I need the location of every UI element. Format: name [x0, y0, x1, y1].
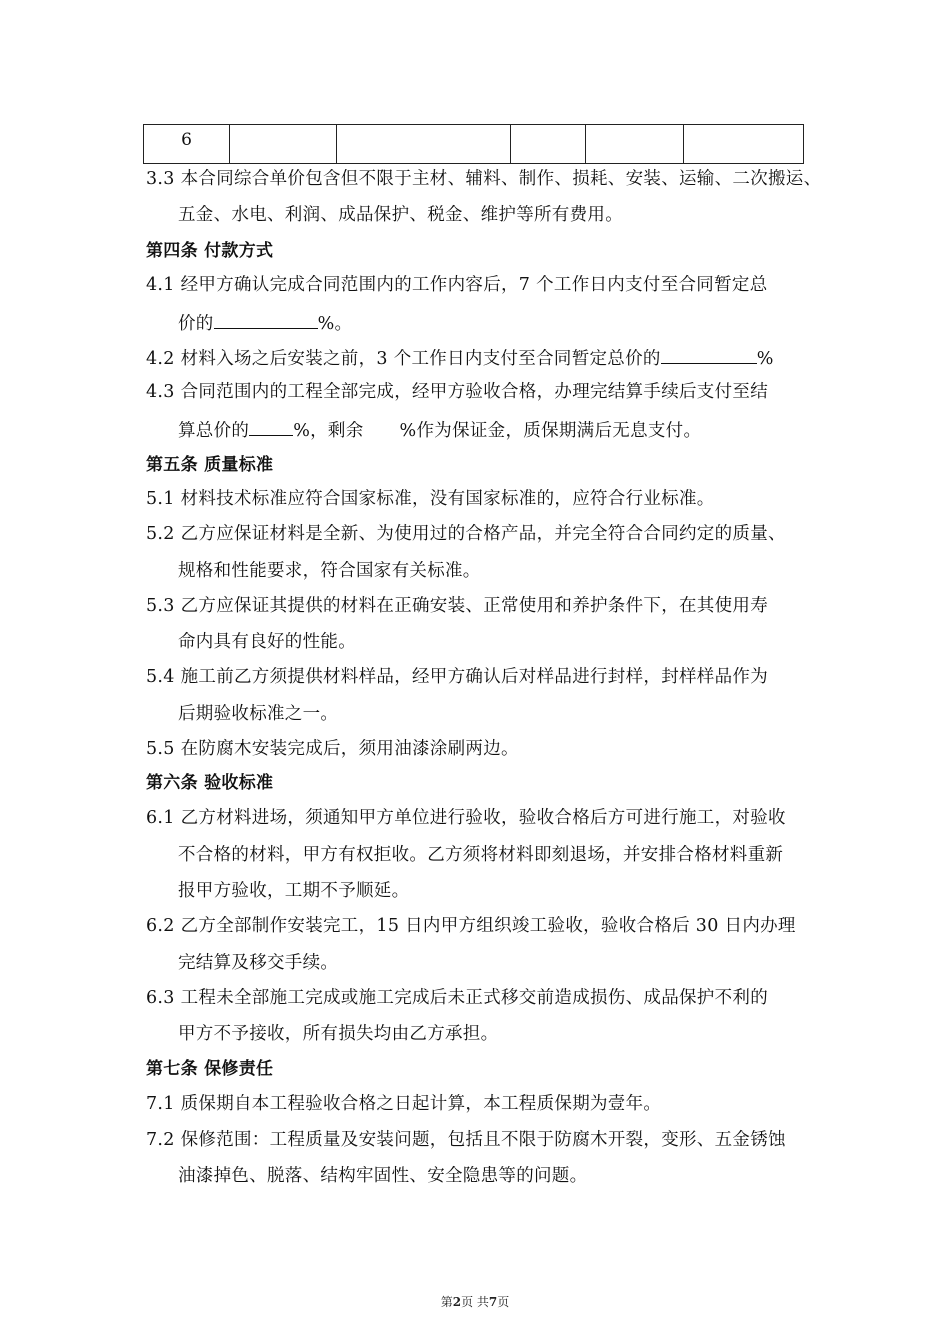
page-total: 7: [488, 1295, 498, 1309]
footer-middle: 页 共: [461, 1295, 489, 1309]
section-5-heading: 第五条 质量标准: [146, 455, 274, 475]
table-cell: [586, 125, 684, 164]
pricing-table: [143, 124, 804, 164]
table-cell: [684, 125, 804, 164]
clause-6-2-line-2: 完结算及移交手续。: [178, 953, 339, 973]
clause-6-1-line-1: 6.1 乙方材料进场，须通知甲方单位进行验收，验收合格后方可进行施工，对验收: [146, 808, 786, 828]
clause-4-3-middle: %，剩余: [293, 421, 364, 441]
section-7-heading: 第七条 保修责任: [146, 1059, 274, 1079]
clause-4-2-suffix: %: [756, 349, 774, 369]
section-6-heading: 第六条 验收标准: [146, 773, 274, 793]
clause-4-3-line-2: [178, 417, 701, 443]
page-number: 2: [452, 1295, 462, 1309]
clause-4-3-suffix: %作为保证金，质保期满后无息支付。: [399, 421, 702, 441]
clause-5-3-line-2: 命内具有良好的性能。: [178, 632, 356, 652]
clause-3-3-line-1: 3.3 本合同综合单价包含但不限于主材、辅料、制作、损耗、安装、运输、二次搬运、: [146, 169, 822, 189]
footer-suffix: 页: [497, 1295, 510, 1309]
clause-4-1-line-1: 4.1 经甲方确认完成合同范围内的工作内容后，7 个工作日内支付至合同暂定总: [146, 275, 768, 295]
clause-6-2-line-1: 6.2 乙方全部制作安装完工，15 日内甲方组织竣工验收，验收合格后 30 日内办理: [146, 916, 796, 936]
clause-4-2-text: 4.2 材料入场之后安装之前，3 个工作日内支付至合同暂定总价的: [146, 349, 661, 369]
clause-4-3-prefix: 算总价的: [178, 421, 250, 441]
clause-6-1-line-3: 报甲方验收，工期不予顺延。: [178, 881, 410, 901]
clause-4-1-prefix: 价的: [178, 314, 214, 334]
table-cell: 6: [144, 125, 230, 164]
clause-4-1-line-2: [178, 310, 352, 336]
table-cell: [230, 125, 337, 164]
clause-5-1: 5.1 材料技术标准应符合国家标准，没有国家标准的，应符合行业标准。: [146, 489, 715, 509]
clause-7-2-line-2: 油漆掉色、脱落、结构牢固性、安全隐患等的问题。: [178, 1166, 588, 1186]
fill-in-blank: [214, 310, 318, 329]
clause-4-2-line: [146, 345, 774, 371]
table-row: [144, 125, 804, 164]
clause-5-3-line-1: 5.3 乙方应保证其提供的材料在正确安装、正常使用和养护条件下，在其使用寿: [146, 596, 768, 616]
clause-5-2-line-1: 5.2 乙方应保证材料是全新、为使用过的合格产品，并完全符合合同约定的质量、: [146, 524, 786, 544]
clause-4-1-suffix: %。: [317, 314, 353, 334]
fill-in-blank: [661, 345, 757, 364]
clause-6-3-line-1: 6.3 工程未全部施工完成或施工完成后未正式移交前造成损伤、成品保护不利的: [146, 988, 768, 1008]
clause-4-3-line-1: 4.3 合同范围内的工程全部完成，经甲方验收合格，办理完结算手续后支付至结: [146, 382, 768, 402]
footer-prefix: 第: [440, 1295, 453, 1309]
clause-6-3-line-2: 甲方不予接收，所有损失均由乙方承担。: [178, 1024, 499, 1044]
clause-6-1-line-2: 不合格的材料，甲方有权拒收。乙方须将材料即刻退场，并安排合格材料重新: [178, 845, 784, 865]
table-cell: [337, 125, 511, 164]
table-cell: [511, 125, 586, 164]
clause-5-4-line-1: 5.4 施工前乙方须提供材料样品，经甲方确认后对样品进行封样，封样样品作为: [146, 667, 768, 687]
clause-5-4-line-2: 后期验收标准之一。: [178, 704, 339, 724]
page-footer: [0, 1293, 950, 1310]
clause-7-1: 7.1 质保期自本工程验收合格之日起计算，本工程质保期为壹年。: [146, 1094, 662, 1114]
fill-in-blank: [249, 417, 293, 436]
clause-5-5: 5.5 在防腐木安装完成后，须用油漆涂刷两边。: [146, 739, 519, 759]
clause-3-3-line-2: 五金、水电、利润、成品保护、税金、维护等所有费用。: [178, 205, 623, 225]
clause-5-2-line-2: 规格和性能要求，符合国家有关标准。: [178, 561, 481, 581]
section-4-heading: 第四条 付款方式: [146, 241, 274, 261]
clause-7-2-line-1: 7.2 保修范围：工程质量及安装问题，包括且不限于防腐木开裂，变形、五金锈蚀: [146, 1130, 786, 1150]
